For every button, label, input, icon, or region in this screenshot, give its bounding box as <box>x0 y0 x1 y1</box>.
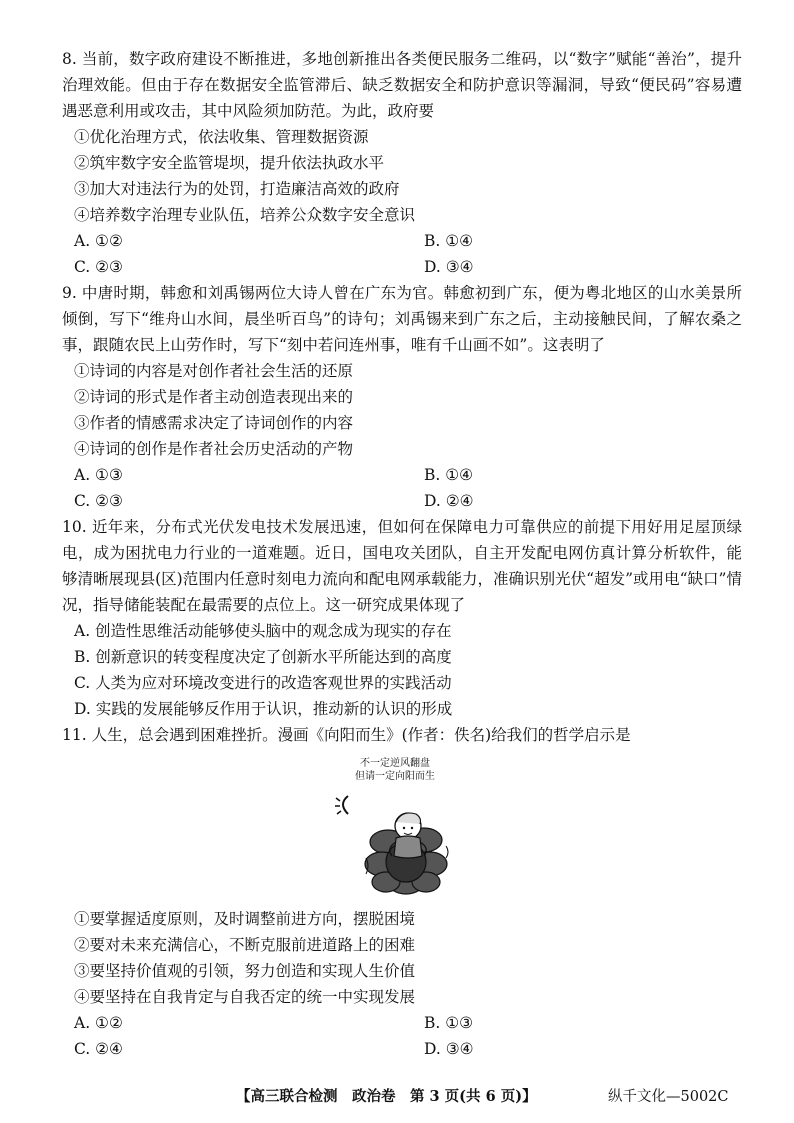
cartoon-caption-line-1: 不一定逆风翻盘 <box>360 758 430 769</box>
question-10-option-c[interactable]: C. 人类为应对环境改变进行的改造客观世界的实践活动 <box>74 674 452 692</box>
question-11-item-2: ②要对未来充满信心，不断克服前进道路上的困难 <box>74 936 416 954</box>
question-8-option-c[interactable]: C. ②③ <box>74 258 123 276</box>
question-9-option-b[interactable]: B. ①④ <box>424 466 474 484</box>
question-10-option-b[interactable]: B. 创新意识的转变程度决定了创新水平所能达到的高度 <box>74 648 452 666</box>
child-body <box>394 836 422 858</box>
question-11-item-3: ③要坚持价值观的引领，努力创造和实现人生价值 <box>74 962 416 980</box>
question-10-stem: 10. 近年来，分布式光伏发电技术发展迅速，但如何在保障电力可靠供应的前提下用好用足屋顶绿电，成为困扰电力行业的一道难题。近日，国电攻关团队，自主开发配电网仿真计算分析软件，能够清晰展现县(区)范围内任意时刻电力流向和配电网承载能力，准确识别光伏“超发”或用电“缺口”情况，指导储能装配在最需要的点位上。这一研究成果体现了 <box>62 518 742 614</box>
question-11-item-4: ④要坚持在自我肯定与自我否定的统一中实现发展 <box>74 988 416 1006</box>
question-9-option-a[interactable]: A. ①③ <box>74 466 123 484</box>
question-11-option-b[interactable]: B. ①③ <box>424 1014 474 1032</box>
question-8-option-b[interactable]: B. ①④ <box>424 232 474 250</box>
page-footer-title: 【高三联合检测 政治卷 第 3 页(共 6 页)】 <box>236 1088 537 1105</box>
question-8-option-d[interactable]: D. ③④ <box>424 258 474 276</box>
question-8-option-a[interactable]: A. ①② <box>74 232 123 250</box>
question-9-option-c[interactable]: C. ②③ <box>74 492 123 510</box>
cartoon-caption-line-2: 但请一定向阳而生 <box>355 771 435 782</box>
question-11-option-d[interactable]: D. ③④ <box>424 1040 474 1058</box>
question-10-option-d[interactable]: D. 实践的发展能够反作用于认识，推动新的认识的形成 <box>74 700 453 718</box>
question-8-item-3: ③加大对违法行为的处罚，打造廉洁高效的政府 <box>74 180 400 198</box>
question-9-item-2: ②诗词的形式是作者主动创造表现出来的 <box>74 388 354 406</box>
page-footer-code: 纵千文化—5002C <box>608 1089 729 1105</box>
question-9-option-d[interactable]: D. ②④ <box>424 492 474 510</box>
question-9-item-3: ③作者的情感需求决定了诗词创作的内容 <box>74 414 354 432</box>
sun-crescent-icon <box>343 796 348 814</box>
question-8-item-1: ①优化治理方式，依法收集、管理数据资源 <box>74 128 369 146</box>
question-9-stem: 9. 中唐时期，韩愈和刘禹锡两位大诗人曾在广东为官。韩愈初到广东，便为粤北地区的山水美景所倾倒，写下“维舟山水间，晨坐听百鸟”的诗句；刘禹锡来到广东之后，主动接触民间，了解农桑之事，跟随农民上山劳作时，写下“刻中若问连州事，唯有千山画不如”。这表明了 <box>62 284 742 354</box>
question-10-option-a[interactable]: A. 创造性思维活动能够使头脑中的观念成为现实的存在 <box>74 622 452 640</box>
cartoon-sunflower-child-illustration <box>326 786 476 902</box>
question-11-option-a[interactable]: A. ①② <box>74 1014 123 1032</box>
question-11-item-1: ①要掌握适度原则，及时调整前进方向，摆脱困境 <box>74 910 416 928</box>
question-9-item-1: ①诗词的内容是对创作者社会生活的还原 <box>74 362 354 380</box>
question-11-stem: 11. 人生，总会遇到困难挫折。漫画《向阳而生》(作者：佚名)给我们的哲学启示是 <box>62 726 631 744</box>
question-8-stem: 8. 当前，数字政府建设不断推进，多地创新推出各类便民服务二维码，以“数字”赋能“善治”，提升治理效能。但由于存在数据安全监管滞后、缺乏数据安全和防护意识等漏洞，导致“便民码”容易遭遇恶意利用或攻击，其中风险须加防范。为此，政府要 <box>62 50 742 120</box>
question-8-item-4: ④培养数字治理专业队伍，培养公众数字安全意识 <box>74 206 416 224</box>
question-11-option-c[interactable]: C. ②④ <box>74 1040 123 1058</box>
question-9-item-4: ④诗词的创作是作者社会历史活动的产物 <box>74 440 354 458</box>
question-8-item-2: ②筑牢数字安全监管堤坝，提升依法执政水平 <box>74 154 385 172</box>
